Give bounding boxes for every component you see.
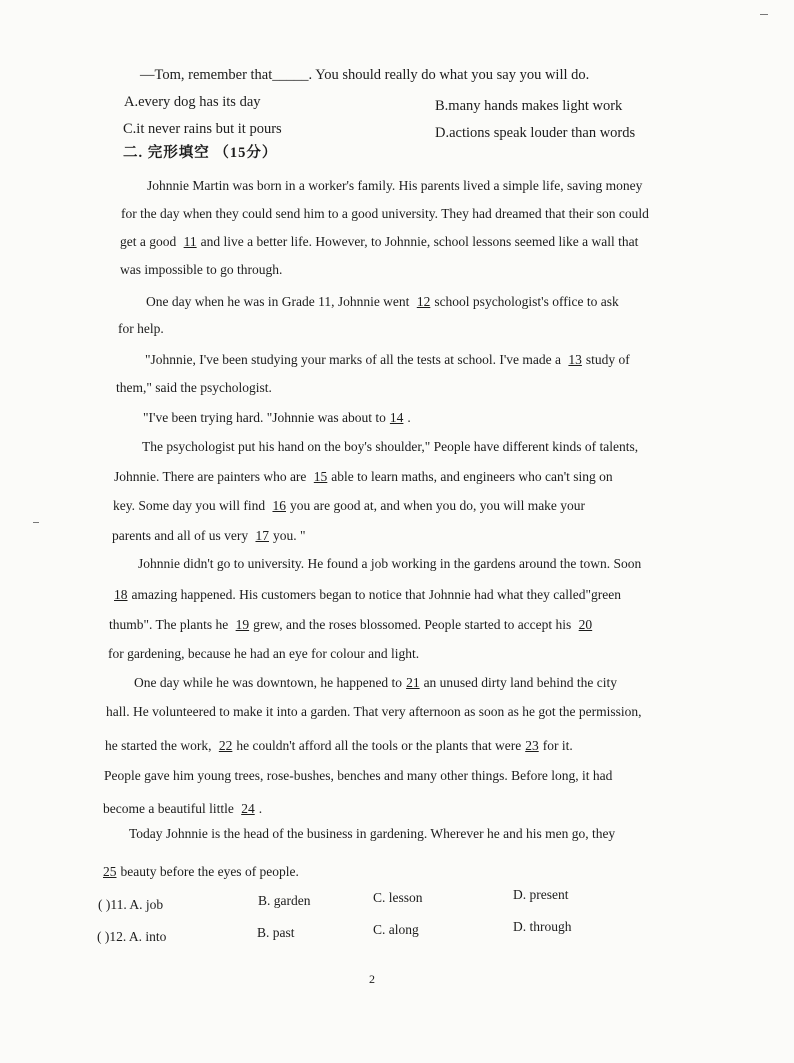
text: .: [258, 801, 263, 816]
text: for it.: [542, 738, 573, 753]
text: study of: [585, 352, 630, 367]
passage-line: People gave him young trees, rose-bushes, benches and many other things. Before long, it had: [104, 768, 613, 783]
choice-d: D. through: [513, 919, 572, 934]
section-title: 二. 完形填空 （15分）: [123, 145, 278, 161]
passage-line: [114, 468, 613, 486]
stem-part-a: —Tom, remember that: [140, 67, 273, 83]
choice-row-12: [97, 928, 166, 946]
blank-24[interactable]: 24: [241, 801, 255, 816]
passage-line: [143, 409, 411, 427]
text: become a beautiful little: [103, 801, 234, 816]
choice-a: 12. A. into: [109, 929, 167, 944]
stem-part-b: . You should really do what you say you will do.: [308, 67, 590, 83]
choice-b: B. past: [257, 925, 295, 940]
blank-14[interactable]: 14: [389, 410, 404, 425]
blank-11[interactable]: 11: [183, 234, 197, 249]
passage-line: Johnnie Martin was born in a worker's family. His parents lived a simple life, saving money: [147, 178, 643, 193]
blank-25[interactable]: 25: [103, 864, 117, 879]
text: school psychologist's office to ask: [434, 294, 619, 309]
text: an unused dirty land behind the city: [423, 675, 618, 690]
passage-line: for gardening, because he had an eye for colour and light.: [108, 646, 420, 661]
text: able to learn maths, and engineers who can't sing on: [331, 469, 613, 484]
scan-mark: [33, 522, 39, 523]
text: grew, and the roses blossomed. People started to accept his: [253, 617, 572, 632]
blank-16[interactable]: 16: [272, 498, 286, 513]
choice-c: C. along: [373, 922, 419, 937]
text: amazing happened. His customers began to notice that Johnnie had what they called"green: [131, 587, 621, 602]
scan-mark: [760, 14, 768, 15]
text: key. Some day you will find: [113, 498, 266, 513]
blank-22[interactable]: 22: [218, 738, 233, 753]
passage-line: [113, 497, 585, 515]
text: thumb". The plants he: [109, 617, 229, 632]
text: parents and all of us very: [112, 528, 249, 543]
answer-blank: _____: [272, 67, 309, 83]
text: get a good: [120, 234, 177, 249]
text: .: [407, 410, 411, 425]
blank-12[interactable]: 12: [416, 294, 431, 309]
passage-line: [109, 616, 596, 634]
passage-line: was impossible to go through.: [120, 262, 283, 277]
passage-line: The psychologist put his hand on the boy's shoulder," People have different kinds of talents,: [142, 439, 639, 454]
passage-line: [99, 863, 299, 881]
question-10-stem: [140, 66, 589, 84]
answer-paren[interactable]: ( ): [97, 929, 110, 944]
blank-19[interactable]: 19: [235, 617, 250, 632]
passage-line: [146, 293, 619, 311]
answer-paren[interactable]: ( ): [98, 897, 111, 912]
text: you. ": [272, 528, 306, 543]
passage-line: [145, 351, 630, 369]
blank-21[interactable]: 21: [406, 675, 420, 690]
text: beauty before the eyes of people.: [120, 864, 299, 879]
passage-line: hall. He volunteered to make it into a garden. That very afternoon as soon as he got the permission,: [106, 704, 642, 719]
passage-line: [103, 800, 262, 818]
blank-13[interactable]: 13: [568, 352, 582, 367]
choice-b: B. garden: [258, 893, 311, 908]
choice-d: D. present: [513, 887, 569, 902]
passage-line: [112, 527, 305, 545]
option-c: C.it never rains but it pours: [123, 121, 282, 137]
passage-line: [105, 737, 573, 755]
text: Johnnie. There are painters who are: [114, 469, 307, 484]
blank-23[interactable]: 23: [525, 738, 539, 753]
passage-line: them," said the psychologist.: [116, 380, 272, 395]
passage-line: for the day when they could send him to a good university. They had dreamed that their son could: [121, 206, 649, 221]
text: One day when he was in Grade 11, Johnnie went: [146, 294, 410, 309]
blank-17[interactable]: 17: [255, 528, 269, 543]
blank-18[interactable]: 18: [114, 587, 128, 602]
passage-line: Johnnie didn't go to university. He found a job working in the gardens around the town. Soon: [138, 556, 642, 571]
text: you are good at, and when you do, you will make your: [289, 498, 586, 513]
text: he started the work,: [105, 738, 212, 753]
choice-c: C. lesson: [373, 890, 423, 905]
passage-line: Today Johnnie is the head of the business in gardening. Wherever he and his men go, they: [129, 826, 616, 841]
option-a: A.every dog has its day: [124, 94, 261, 110]
text: "I've been trying hard. "Johnnie was about to: [143, 410, 386, 425]
option-d: D.actions speak louder than words: [435, 125, 636, 141]
text: and live a better life. However, to Johnnie, school lessons seemed like a wall that: [200, 234, 639, 249]
blank-20[interactable]: 20: [578, 617, 593, 632]
passage-line: [110, 586, 621, 604]
blank-15[interactable]: 15: [313, 469, 328, 484]
option-b: B.many hands makes light work: [435, 98, 623, 114]
text: "Johnnie, I've been studying your marks of all the tests at school. I've made a: [145, 352, 562, 367]
choice-a: 11. A. job: [110, 897, 164, 912]
text: One day while he was downtown, he happened to: [134, 675, 403, 690]
choice-row-11: [98, 896, 163, 914]
passage-line: for help.: [118, 321, 164, 336]
text: he couldn't afford all the tools or the plants that were: [236, 738, 522, 753]
passage-line: [134, 674, 617, 692]
passage-line: [120, 233, 638, 251]
page-number: 2: [369, 972, 375, 986]
